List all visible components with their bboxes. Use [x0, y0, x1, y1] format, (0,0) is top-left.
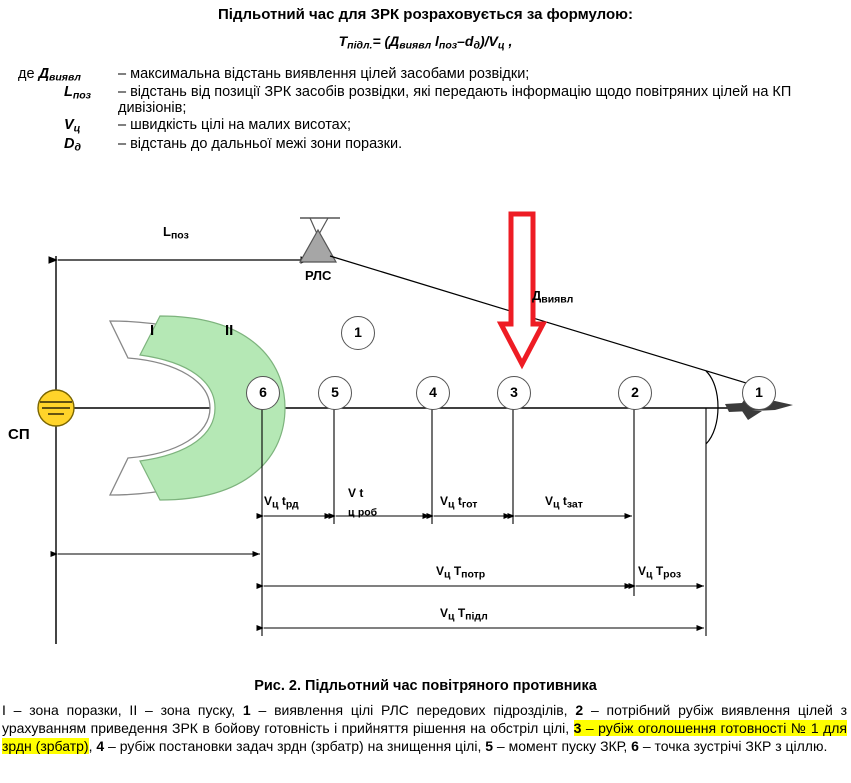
node-3[interactable]: 3: [497, 376, 531, 410]
label-seg-tpotr: Vц Tпотр: [436, 564, 486, 581]
node-5[interactable]: 5: [318, 376, 352, 410]
formula-minus-d-sub: д: [473, 39, 480, 52]
formula-t-sub: підл.: [347, 39, 373, 52]
label-sp: СП: [8, 426, 30, 443]
legend-row: [18, 136, 833, 154]
footnote-bold-4: 4: [96, 737, 105, 754]
legend-dash: –: [118, 135, 131, 152]
legend-symbol: Д: [38, 65, 50, 82]
formula-tail: ,: [508, 33, 513, 49]
node-1[interactable]: 1: [742, 376, 776, 410]
formula-v-sub: ц: [497, 39, 505, 52]
legend-row: [18, 66, 833, 84]
node-2[interactable]: 2: [618, 376, 652, 410]
diagram-svg: [0, 196, 851, 671]
footnote-part-3: – потрібний рубіж виявлення цілей з урахуванням приведення ЗРК в бойову готовність і прийняття рішення на обстріл цілі,: [2, 702, 847, 736]
footnote-bold-2: 2: [575, 702, 584, 718]
legend-definition: [118, 117, 833, 133]
legend-term: [18, 66, 118, 84]
formula-minus-d: –d: [457, 33, 474, 49]
legend-list: [0, 66, 851, 154]
rls-tower-icon: [300, 230, 336, 262]
label-lpoz: $L_{поз}$: [163, 224, 189, 242]
label-seg-tpidl: Vц Tпідл: [440, 606, 488, 623]
figure-footnote: [2, 702, 847, 756]
legend-text: відстань до дальньої межі зони поразки.: [130, 135, 403, 152]
formula-eq: = (: [372, 33, 390, 49]
legend-dash: –: [118, 84, 131, 101]
footnote-bold-3: 3: [573, 719, 582, 736]
footnote-part-7: – момент пуску ЗКР,: [493, 737, 632, 754]
label-zone-II: II: [225, 322, 234, 339]
figure-caption: Рис. 2. Підльотний час повітряного противника: [254, 678, 597, 694]
footnote-part-4: – рубіж оголошення готовності № 1 для зрдн (зрбатр): [2, 719, 847, 754]
legend-term: [18, 136, 118, 154]
diagram-figure: [0, 196, 851, 671]
label-seg-tzat: Vц tзат: [545, 494, 583, 511]
legend-symbol-sub: виявл: [49, 71, 81, 84]
label-seg-trd: Vц tрд: [264, 494, 299, 511]
footnote-part-8: – точка зустрічі ЗКР з ціллю.: [638, 737, 828, 754]
label-rls: РЛС: [305, 268, 332, 283]
legend-dash: –: [118, 65, 131, 82]
legend-symbol: D: [64, 135, 75, 152]
footnote-part-5: ,: [88, 737, 97, 754]
legend-dash: –: [118, 117, 131, 134]
footnote-bold-5: 5: [485, 737, 494, 754]
legend-symbol: V: [64, 117, 74, 134]
legend-text: відстань від позиції ЗРК засобів розвідки, які передають інформацію щодо повітряних цілей на КП дивізіонів;: [118, 84, 792, 117]
page-title: Підльотний час для ЗРК розраховується за формулою:: [218, 6, 633, 23]
legend-text: максимальна відстань виявлення цілей засобами розвідки;: [130, 65, 530, 82]
footnote-bold-6: 6: [631, 737, 639, 754]
label-seg-troz: Vц Tроз: [638, 564, 682, 581]
node-6[interactable]: 6: [246, 376, 280, 410]
formula-slash: )/V: [479, 33, 498, 49]
legend-term: [18, 84, 118, 102]
footnote-part-2: – виявлення цілі РЛС передових підрозділів,: [250, 702, 576, 718]
legend-symbol-sub: ц: [73, 122, 81, 135]
legend-term: [18, 117, 118, 135]
dvyavl-sight-line: [330, 256, 756, 386]
label-seg-trob-bottom: ц роб: [348, 506, 378, 519]
formula-t: T: [338, 33, 348, 49]
page-root: [0, 6, 851, 783]
label-seg-trob-top: V t: [348, 486, 364, 500]
legend-definition: [118, 84, 833, 116]
footnote-part-1: I – зона поразки, II – зона пуску,: [2, 702, 243, 718]
legend-symbol: L: [64, 84, 73, 101]
formula-d-sub: виявл: [399, 39, 432, 52]
label-seg-tgot: Vц tгот: [440, 494, 478, 511]
footnote-bold-1: 1: [242, 702, 251, 718]
legend-symbol-sub: д: [74, 141, 81, 154]
label-zone-I: I: [150, 322, 155, 339]
node-4[interactable]: 4: [416, 376, 450, 410]
footnote-part-6: – рубіж постановки задач зрдн (зрбатр) на знищення цілі,: [104, 737, 486, 754]
formula-d: Д: [389, 33, 400, 49]
legend-prefix: де: [18, 65, 39, 82]
legend-definition: [118, 66, 833, 82]
legend-definition: [118, 136, 833, 152]
legend-symbol-sub: поз: [72, 89, 92, 102]
legend-row: [18, 117, 833, 135]
legend-text: швидкість цілі на малих висотах;: [130, 117, 352, 134]
legend-row: [18, 84, 833, 116]
node-1-detection[interactable]: 1: [341, 316, 375, 350]
label-dvyavl: $Д_{виявл}$: [532, 288, 574, 306]
formula-l-sub: поз: [438, 39, 458, 52]
formula-line: [0, 33, 851, 52]
formula-l: l: [435, 33, 439, 49]
